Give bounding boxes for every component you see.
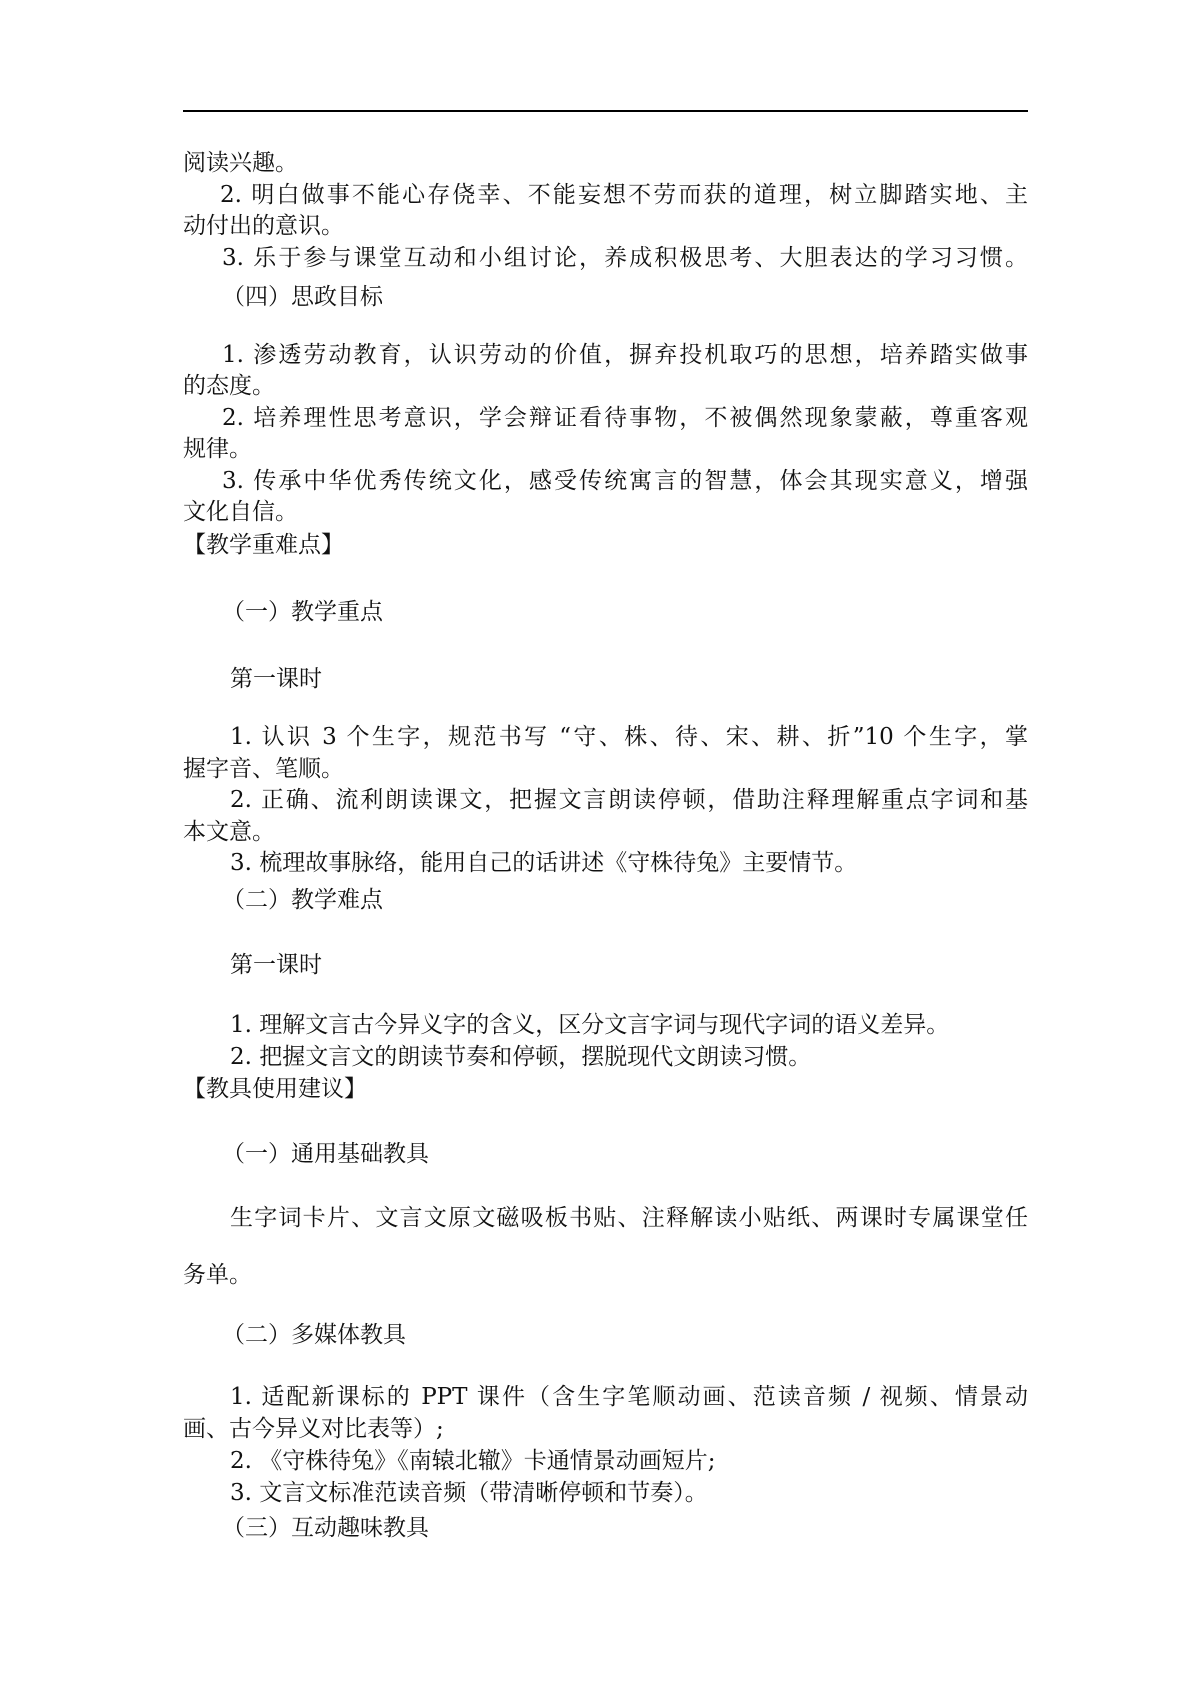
text-line: 务单。 bbox=[183, 1262, 252, 1288]
text-line: 2. 明白做事不能心存侥幸、不能妄想不劳而获的道理，树立脚踏实地、主 bbox=[220, 182, 1028, 208]
text-line: 握字音、笔顺。 bbox=[183, 756, 344, 782]
subsection-heading: （一）教学重点 bbox=[222, 599, 383, 625]
text-line: 2. 《守株待兔》《南辕北辙》卡通情景动画短片; bbox=[230, 1448, 716, 1474]
text-line: 1. 适配新课标的 PPT 课件（含生字笔顺动画、范读音频 / 视频、情景动 bbox=[230, 1384, 1028, 1410]
text-line: 1. 渗透劳动教育，认识劳动的价值，摒弃投机取巧的思想，培养踏实做事 bbox=[222, 342, 1028, 368]
text-line: 3. 文言文标准范读音频（带清晰停顿和节奏）。 bbox=[230, 1480, 708, 1506]
subsection-heading: （一）通用基础教具 bbox=[222, 1141, 429, 1167]
text-line: 3. 传承中华优秀传统文化，感受传统寓言的智慧，体会其现实意义，增强 bbox=[222, 468, 1028, 494]
subsection-heading: （三）互动趣味教具 bbox=[222, 1515, 429, 1541]
lesson-label: 第一课时 bbox=[230, 666, 322, 692]
subsection-heading: （二）教学难点 bbox=[222, 887, 383, 913]
text-line: 2. 正确、流利朗读课文，把握文言朗读停顿，借助注释理解重点字词和基 bbox=[230, 787, 1028, 813]
text-line: 1. 认识 3 个生字，规范书写 “守、株、待、宋、耕、折”10 个生字，掌 bbox=[230, 724, 1028, 750]
text-line: 2. 培养理性思考意识，学会辩证看待事物，不被偶然现象蒙蔽，尊重客观 bbox=[222, 405, 1028, 431]
text-line: 本文意。 bbox=[183, 819, 275, 845]
text-line: 3. 乐于参与课堂互动和小组讨论，养成积极思考、大胆表达的学习习惯。 bbox=[222, 245, 1028, 271]
text-line: 阅读兴趣。 bbox=[183, 150, 298, 176]
section-title: 【教学重难点】 bbox=[183, 532, 344, 558]
text-line: 动付出的意识。 bbox=[183, 213, 344, 239]
text-line: 画、古今异义对比表等）; bbox=[183, 1416, 444, 1442]
section-heading: （四）思政目标 bbox=[222, 284, 383, 310]
header-rule bbox=[183, 110, 1028, 112]
lesson-label: 第一课时 bbox=[230, 952, 322, 978]
text-line: 3. 梳理故事脉络，能用自己的话讲述《守株待兔》主要情节。 bbox=[230, 850, 858, 876]
section-title: 【教具使用建议】 bbox=[183, 1076, 367, 1102]
text-line: 生字词卡片、文言文原文磁吸板书贴、注释解读小贴纸、两课时专属课堂任 bbox=[230, 1205, 1028, 1231]
text-line: 文化自信。 bbox=[183, 499, 298, 525]
text-line: 规律。 bbox=[183, 436, 252, 462]
subsection-heading: （二）多媒体教具 bbox=[222, 1322, 406, 1348]
text-line: 1. 理解文言古今异义字的含义，区分文言字词与现代字词的语义差异。 bbox=[230, 1012, 950, 1038]
text-line: 的态度。 bbox=[183, 373, 275, 399]
text-line: 2. 把握文言文的朗读节奏和停顿，摆脱现代文朗读习惯。 bbox=[230, 1044, 812, 1070]
